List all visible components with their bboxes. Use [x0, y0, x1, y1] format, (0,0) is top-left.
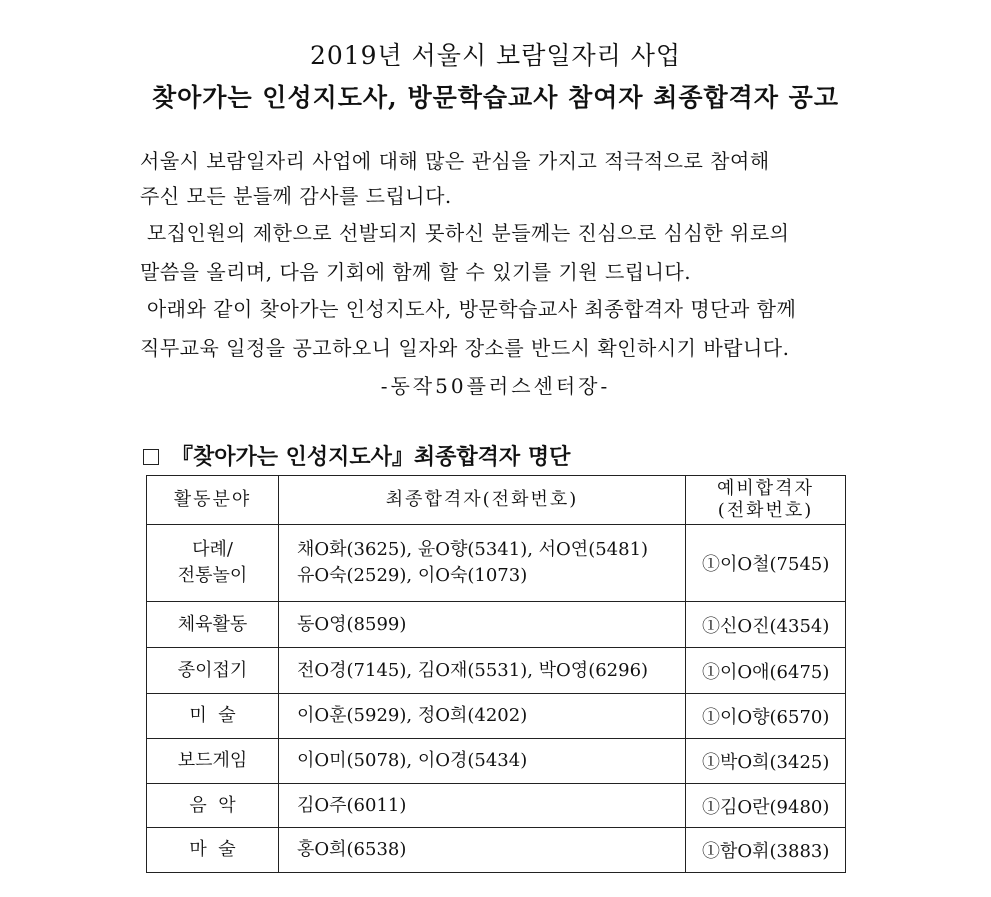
body-line-1: 서울시 보람일자리 사업에 대해 많은 관심을 가지고 적극적으로 참여해 [140, 149, 770, 173]
final-cell: 김O주(6011) [279, 784, 686, 828]
body-line-6: 직무교육 일정을 공고하오니 일자와 장소를 반드시 확인하시기 바랍니다. [140, 336, 790, 360]
final-line2: 유O숙(2529), 이O숙(1073) [297, 565, 528, 586]
page-subtitle: 찾아가는 인성지도사, 방문학습교사 참여자 최종합격자 공고 [152, 83, 839, 112]
reserve-cell: ①김O란(9480) [686, 784, 846, 828]
table-row [147, 784, 846, 828]
table-row [147, 694, 846, 739]
signature: -동작50플러스센터장- [380, 374, 611, 398]
final-cell [279, 525, 686, 602]
body-line-2: 주신 모든 분들께 감사를 드립니다. [140, 184, 452, 208]
area-cell: 미 술 [147, 694, 279, 739]
reserve-cell: ①이O향(6570) [686, 694, 846, 739]
table-row [147, 602, 846, 648]
roster-table [146, 475, 846, 873]
body-line-3: 모집인원의 제한으로 선발되지 못하신 분들께는 진심으로 심심한 위로의 [140, 221, 790, 245]
final-cell: 홍O희(6538) [279, 828, 686, 873]
header-reserve-line1: 예비합격자 [717, 478, 814, 499]
header-final: 최종합격자(전화번호) [279, 476, 686, 525]
checkbox-square-icon [143, 449, 159, 465]
final-cell: 이O훈(5929), 정O희(4202) [279, 694, 686, 739]
final-cell: 동O영(8599) [279, 602, 686, 648]
area-line2: 전통놀이 [177, 565, 248, 586]
header-area: 활동분야 [147, 476, 279, 525]
table-row [147, 828, 846, 873]
table-row [147, 648, 846, 694]
reserve-cell: ①신O진(4354) [686, 602, 846, 648]
final-line1: 채O화(3625), 윤O향(5341), 서O연(5481) [297, 539, 649, 560]
reserve-cell: ①함O휘(3883) [686, 828, 846, 873]
header-reserve [686, 476, 846, 525]
area-cell: 보드게임 [147, 739, 279, 784]
area-cell: 체육활동 [147, 602, 279, 648]
table-header-row [147, 476, 846, 525]
reserve-cell: ①박O희(3425) [686, 739, 846, 784]
final-cell: 전O경(7145), 김O재(5531), 박O영(6296) [279, 648, 686, 694]
page-title: 2019년 서울시 보람일자리 사업 [309, 41, 682, 70]
reserve-cell: ①이O애(6475) [686, 648, 846, 694]
section-heading [143, 440, 570, 471]
area-cell: 마 술 [147, 828, 279, 873]
table-row [147, 525, 846, 602]
area-cell: 음 악 [147, 784, 279, 828]
area-cell [147, 525, 279, 602]
reserve-cell: ①이O철(7545) [686, 525, 846, 602]
table-row [147, 739, 846, 784]
final-cell: 이O미(5078), 이O경(5434) [279, 739, 686, 784]
area-cell: 종이접기 [147, 648, 279, 694]
header-reserve-line2: (전화번호) [717, 500, 814, 521]
body-line-4: 말씀을 올리며, 다음 기회에 함께 할 수 있기를 기원 드립니다. [140, 260, 692, 284]
section-title: 『찾아가는 인성지도사』최종합격자 명단 [171, 444, 571, 470]
area-line1: 다례/ [192, 539, 233, 560]
body-line-5: 아래와 같이 찾아가는 인성지도사, 방문학습교사 최종합격자 명단과 함께 [140, 297, 797, 321]
